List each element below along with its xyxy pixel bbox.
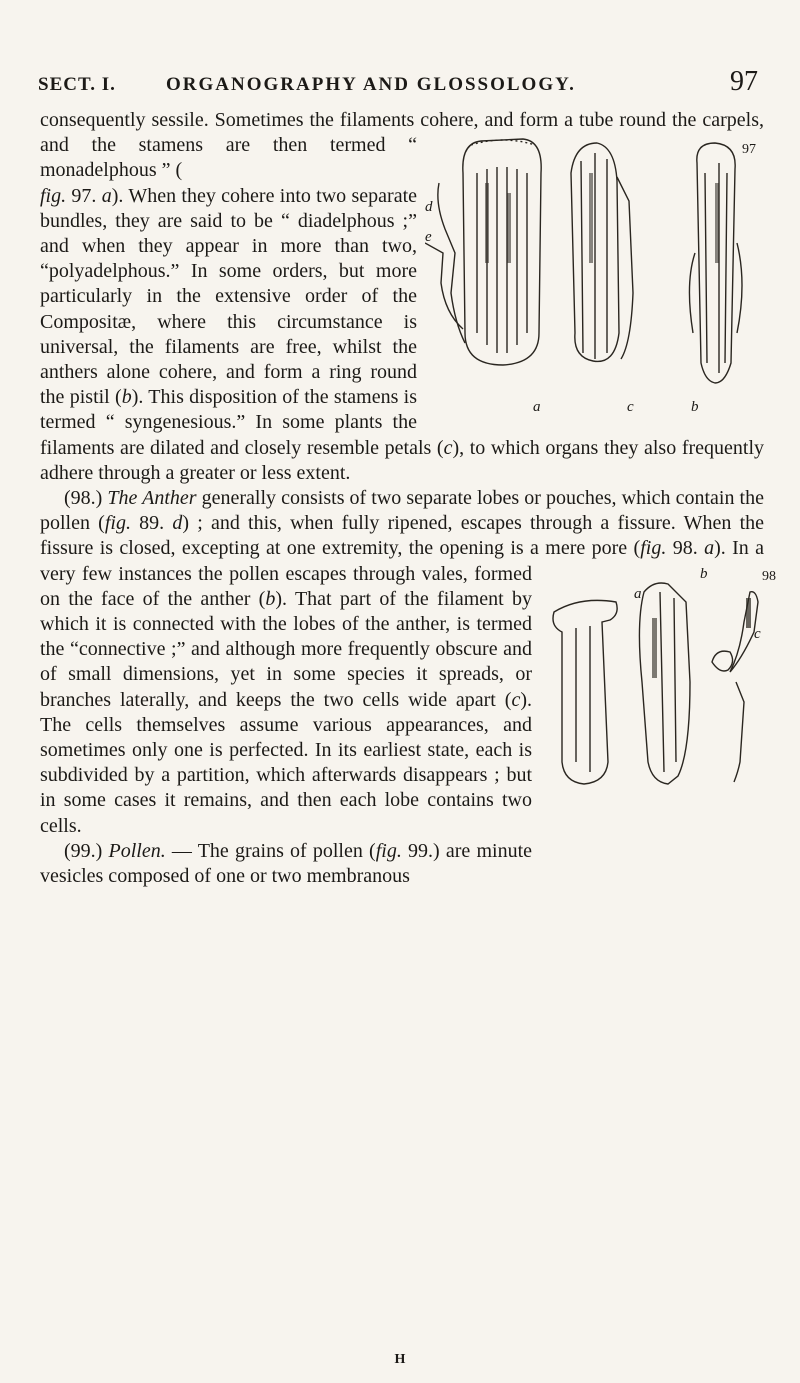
figure-97-label-e: e — [425, 229, 432, 246]
paragraph-pollen: (99.) Pollen. — The grains of pollen (fig. 99.) are minute vesicles composed of one or two membranous — [40, 839, 532, 888]
figure-97 — [425, 133, 770, 421]
figure-97-label-b: b — [691, 399, 699, 416]
figure-97-label-d: d — [425, 199, 433, 216]
paragraph-stamens: consequently sessile. Sometimes the filaments cohere, and form a tube round the carpels, and the stamens are then 97 d e a c b termed “ monadelphous ” ( — [40, 108, 764, 184]
figure-98-number: 98 — [762, 568, 776, 584]
body-text: consequently sessile. Sometimes the filaments cohere, and form a tube round the carpels, and the stamens are then 97 d e a c b termed “ monadelphous ” ( fig. 97. a). When they cohere into two separate bundles, they are said to be “ diadelphous ;” and when they appear in more than two, “polyadelphous.” In some orders, but more particularly in the extensive order of the Compositæ, where this circumstance is universal, the filaments are free, whilst the anthers alone cohere, and form a ring round the pistil (b). This disposition of the stamens is termed “ syngenesious.” In some plants the filaments are dilated and closely resemble petals (c), to which organs they also frequently adhere through a greater or less extent. (98.) The Anther generally consists of two separate lobes or pouches, which contain the pollen (fig. 89. d) ; and this, when fully ripened, escapes through a fissure. When the fissure is closed, excepting at one extremity, the opening is a mere pore (fig. 98. a). In a very few 98 b a c instances the pollen escapes through vales, formed on the face of the anther (b). That part of the filament by which it is connected with the lobes of the anther, is termed the “connective ;” and although more frequently obscure and of small dimensions, yet in some species it spreads, or branches laterally, and keeps the two cells wide apart (c). The cells themselves assume various appearances, and sometimes only one is perfected. In its earliest state, each is subdivided by a partition, which afterwards disappears ; but in some cases it remains, and then each lobe contains two cells. (99.) Pollen. — The grains of pollen (fig. 99.) are minute vesicles composed of one or two membranous — [40, 108, 764, 889]
figure-98-label-c: c — [754, 625, 761, 642]
figure-98-label-b: b — [700, 565, 708, 582]
text-segment: ). In a very few — [40, 537, 765, 585]
paragraph-anther: (98.) The Anther generally consists of two separate lobes or pouches, which contain the pollen (fig. 89. d) ; and this, when fully ripened, escapes through a fissure. When the fissure is closed, excepting at one extremity, the opening is a mere pore (fig. 98. a). In a very few 98 b a c instances the pollen escapes through vales, formed on the face of the anther (b). That part of the filament by which it is connected with the lobes of the anther, is termed the “connective ;” and although more frequently obscure and of small dimensions, yet in some species it spreads, or branches laterally, and keeps the two cells wide apart (c). The cells themselves assume various appearances, and sometimes only one is perfected. In its earliest state, each is subdivided by a partition, which afterwards disappears ; but in some cases it remains, and then each lobe contains two cells. — [40, 486, 764, 839]
figure-97-number: 97 — [742, 142, 756, 158]
running-header — [38, 66, 758, 100]
page-number: 97 — [730, 66, 758, 97]
signature-mark: H — [394, 1352, 406, 1367]
running-title: ORGANOGRAPHY AND GLOSSOLOGY. — [166, 74, 576, 95]
figure-97-label-c: c — [627, 399, 634, 416]
figure-98 — [540, 562, 776, 852]
figure-98-illustration — [540, 562, 768, 852]
figure-98-label-a: a — [634, 585, 642, 602]
figure-97-label-a: a — [533, 399, 541, 416]
figure-97-illustration — [425, 133, 770, 421]
section-label: SECT. I. — [38, 74, 116, 95]
